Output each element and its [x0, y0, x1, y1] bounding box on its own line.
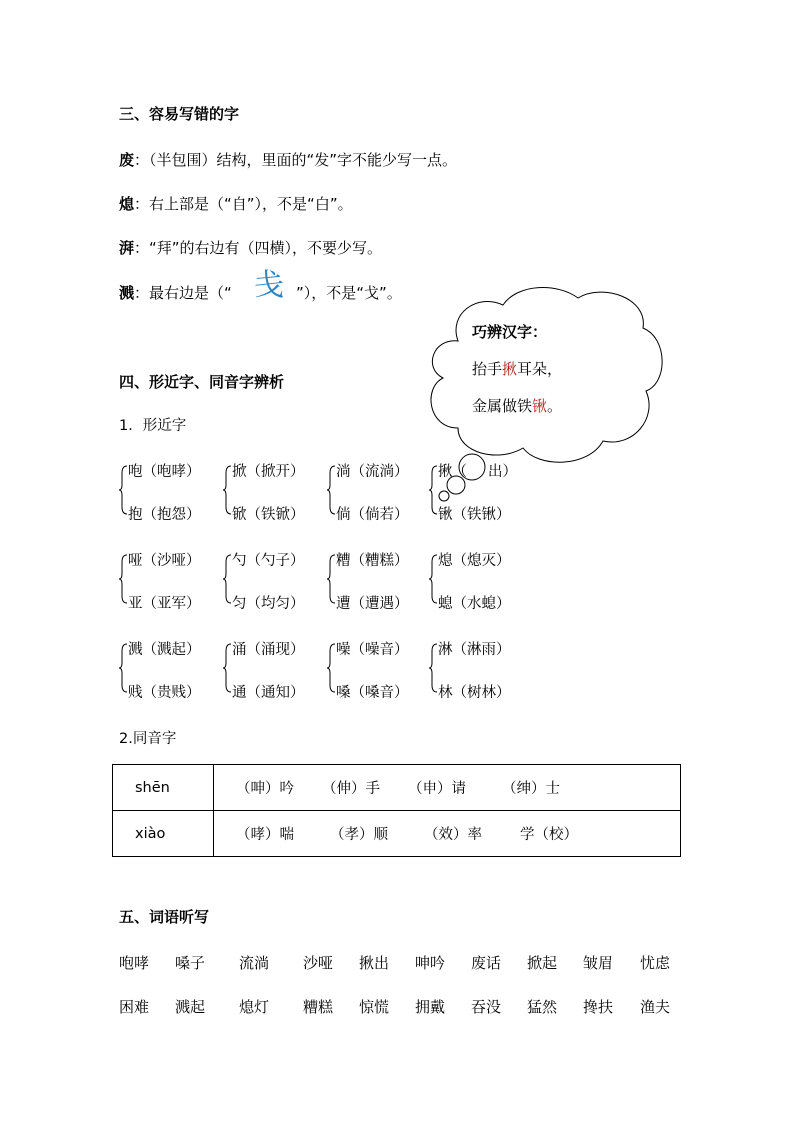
pinyin-cell: shēn	[113, 765, 214, 811]
dictation-word: 困难	[119, 998, 150, 1016]
homophone-word: 学（校）	[520, 827, 578, 843]
dictation-word: 惊慌	[359, 998, 390, 1016]
rule-text-after: ”），不是“戈”。	[296, 284, 402, 302]
homophone-table	[112, 764, 681, 857]
bubble-text: 抬手	[472, 360, 503, 378]
similar-char-bottom: 抱（抱怨）	[128, 507, 201, 523]
similar-char-top: 噪（噪音）	[336, 642, 409, 658]
similar-char-bottom: 亚（亚军）	[128, 596, 201, 612]
similar-char-bottom: 倘（倘若）	[336, 507, 409, 523]
dictation-word: 呻吟	[415, 954, 446, 972]
dictation-word: 废话	[471, 954, 502, 972]
words-cell	[214, 811, 681, 857]
bubble-text: 。	[547, 397, 563, 415]
dictation-word: 熄灯	[239, 998, 270, 1016]
similar-char-bottom: 锹（铁锹）	[438, 507, 511, 523]
bubble-line-1	[472, 358, 562, 379]
pinyin-cell: xiào	[113, 811, 214, 857]
rule-line-2	[119, 193, 353, 214]
similar-char-top: 哑（沙哑）	[128, 553, 201, 569]
similar-char-bottom: 通（通知）	[232, 685, 305, 701]
rule-line-1	[119, 149, 457, 170]
similar-char-top: 熄（熄灭）	[438, 553, 511, 569]
brace-icon	[222, 465, 232, 515]
homophone-word: （伸）手	[322, 781, 380, 797]
brace-icon	[326, 643, 336, 693]
brace-icon	[326, 554, 336, 604]
bubble-line-2	[472, 395, 562, 416]
dictation-word: 沙哑	[303, 954, 334, 972]
homophone-word: （哮）喘	[236, 827, 294, 843]
similar-char-top: 涌（涌现）	[232, 642, 305, 658]
section-5-title: 五、词语听写	[119, 908, 210, 926]
bubble-text: 耳朵，	[517, 360, 563, 378]
rule-text: ：“拜”的右边有（四横），不要少写。	[134, 239, 383, 257]
rule-char: 湃	[119, 239, 135, 257]
similar-char-top: 淌（流淌）	[336, 464, 409, 480]
bubble-highlight: 揪	[502, 360, 518, 378]
brace-icon	[118, 465, 128, 515]
rule-text: ：右上部是（“自”），不是“白”。	[134, 195, 353, 213]
dictation-word: 皱眉	[583, 954, 614, 972]
brace-icon	[428, 643, 438, 693]
similar-char-top: 淋（淋雨）	[438, 642, 511, 658]
highlight-component: 戋	[254, 268, 284, 303]
rule-char: 熄	[119, 195, 135, 213]
dictation-word: 流淌	[239, 954, 270, 972]
dictation-word: 咆哮	[119, 954, 150, 972]
dictation-word: 掀起	[527, 954, 558, 972]
bubble-text: 金属做铁	[472, 397, 533, 415]
similar-char-top: 咆（咆哮）	[128, 464, 201, 480]
rule-char: 废	[119, 151, 135, 169]
dictation-word: 渔夫	[640, 998, 671, 1016]
section-3-title: 三、容易写错的字	[119, 105, 240, 123]
similar-char-top: 糟（糟糕）	[336, 553, 409, 569]
similar-char-top-cont: 出）	[488, 464, 517, 480]
table-row	[113, 765, 681, 811]
similar-char-bottom: 嗓（嗓音）	[336, 685, 409, 701]
homophone-word: （呻）吟	[236, 781, 294, 797]
brace-icon	[118, 643, 128, 693]
dictation-word: 溅起	[175, 998, 206, 1016]
similar-char-bottom: 匀（均匀）	[232, 596, 305, 612]
rule-text: ：最右边是（“	[134, 284, 232, 302]
homophone-word: （绅）士	[502, 781, 560, 797]
dictation-word: 嗓子	[175, 954, 206, 972]
brace-icon	[326, 465, 336, 515]
words-cell	[214, 765, 681, 811]
homophone-word: （孝）顺	[330, 827, 388, 843]
dictation-word: 忧虑	[640, 954, 671, 972]
bubble-title: 巧辨汉字：	[472, 323, 548, 341]
rule-text: ：（半包围）结构，里面的“发”字不能少写一点。	[134, 151, 458, 169]
rule-line-4	[119, 282, 232, 303]
dictation-word: 猛然	[527, 998, 558, 1016]
subsection-similar: 1．形近字	[119, 418, 187, 434]
bubble-highlight: 锹	[532, 397, 548, 415]
dictation-word: 糟糕	[303, 998, 334, 1016]
dictation-word: 吞没	[471, 998, 502, 1016]
homophone-word: （效）率	[424, 827, 482, 843]
brace-icon	[118, 554, 128, 604]
dictation-word: 拥戴	[415, 998, 446, 1016]
brace-icon	[428, 465, 438, 515]
rule-char: 溅	[119, 284, 135, 302]
similar-char-bottom: 锨（铁锨）	[232, 507, 305, 523]
dictation-word: 揪出	[359, 954, 390, 972]
similar-char-bottom: 遭（遭遇）	[336, 596, 409, 612]
subsection-homophones: 2.同音字	[119, 731, 177, 747]
similar-char-top: 勺（勺子）	[232, 553, 305, 569]
similar-char-top: 溅（溅起）	[128, 642, 201, 658]
brace-icon	[222, 643, 232, 693]
section-4-title: 四、形近字、同音字辨析	[119, 373, 285, 391]
brace-icon	[222, 554, 232, 604]
brace-icon	[428, 554, 438, 604]
similar-char-bottom: 林（树林）	[438, 685, 511, 701]
similar-char-bottom: 贱（贵贱）	[128, 685, 201, 701]
rule-line-3	[119, 237, 382, 258]
similar-char-bottom: 螅（水螅）	[438, 596, 511, 612]
dictation-word: 搀扶	[583, 998, 614, 1016]
similar-char-top: 揪（	[438, 464, 467, 480]
homophone-word: （申）请	[408, 781, 466, 797]
table-row	[113, 811, 681, 857]
similar-char-top: 掀（掀开）	[232, 464, 305, 480]
